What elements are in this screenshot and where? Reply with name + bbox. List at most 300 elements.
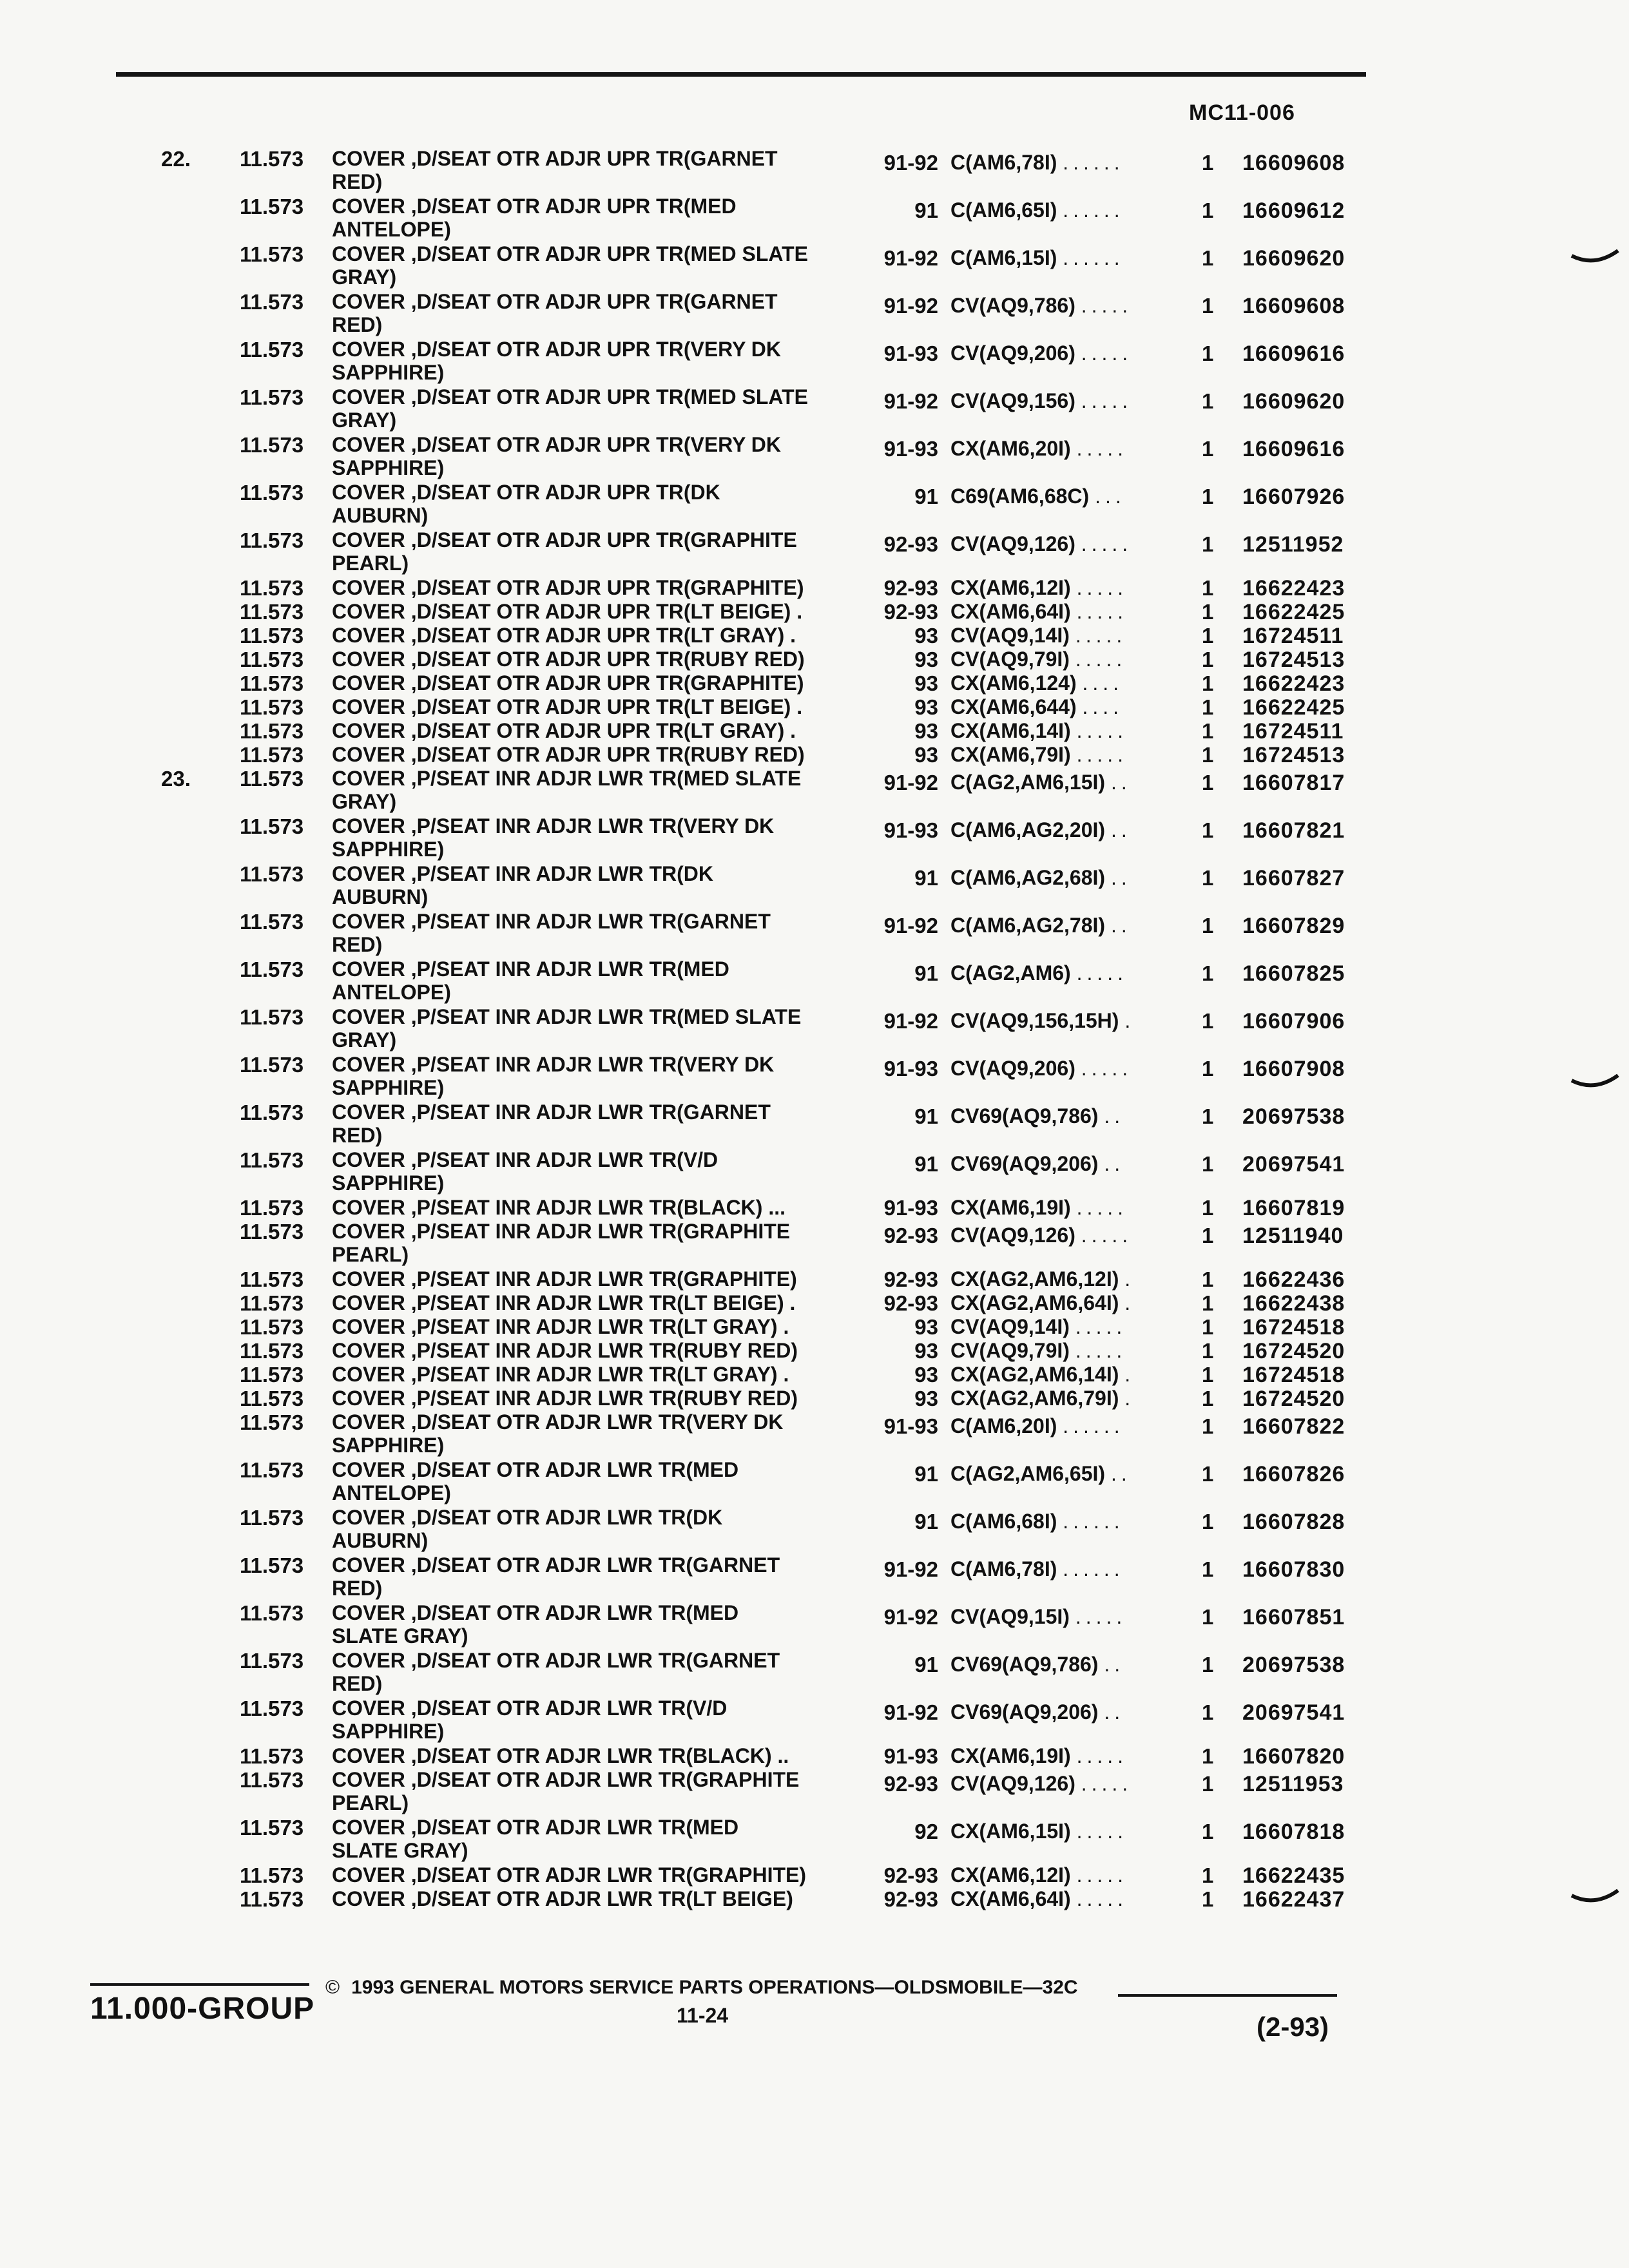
leader-dots: .. bbox=[1104, 1653, 1125, 1676]
option-code-text: CV69(AQ9,786) bbox=[950, 1653, 1099, 1676]
group-number: 11.573 bbox=[240, 1220, 304, 1244]
part-description bbox=[332, 385, 867, 432]
part-description bbox=[332, 1267, 867, 1291]
model-years: 92-93 bbox=[883, 1887, 938, 1911]
group-number: 11.573 bbox=[240, 528, 304, 552]
group-number: 11.573 bbox=[240, 1744, 304, 1768]
part-number: 16622437 bbox=[1242, 1887, 1345, 1912]
part-row bbox=[0, 1410, 1629, 1458]
part-description bbox=[332, 1315, 867, 1338]
part-row bbox=[0, 1267, 1629, 1291]
option-code-text: CX(AG2,AM6,14I) bbox=[950, 1363, 1119, 1386]
group-number: 11.573 bbox=[240, 910, 304, 934]
part-row bbox=[0, 242, 1629, 290]
leader-dots: ..... bbox=[1076, 1196, 1128, 1219]
leader-dots: ...... bbox=[1063, 246, 1124, 269]
option-code bbox=[950, 1339, 1126, 1363]
part-number: 16607822 bbox=[1242, 1414, 1345, 1439]
part-row bbox=[0, 1696, 1629, 1744]
model-years: 91-92 bbox=[883, 389, 938, 413]
quantity: 1 bbox=[1202, 648, 1214, 671]
option-code-text: CV(AQ9,126) bbox=[950, 532, 1075, 555]
model-years: 92 bbox=[914, 1820, 938, 1843]
leader-dots: ..... bbox=[1081, 389, 1133, 412]
description-line: COVER ,D/SEAT OTR ADJR UPR TR(RUBY RED) bbox=[332, 743, 805, 766]
description-line: COVER ,D/SEAT OTR ADJR LWR TR(VERY DK bbox=[332, 1410, 784, 1434]
part-description bbox=[332, 147, 867, 193]
group-number: 11.573 bbox=[240, 1148, 304, 1172]
part-row bbox=[0, 1649, 1629, 1696]
leader-dots: ..... bbox=[1076, 719, 1128, 742]
quantity: 1 bbox=[1202, 1196, 1214, 1220]
description-line: COVER ,D/SEAT OTR ADJR LWR TR(BLACK) .. bbox=[332, 1744, 789, 1767]
quantity: 1 bbox=[1202, 1224, 1214, 1247]
part-row bbox=[0, 1816, 1629, 1863]
description-line: COVER ,P/SEAT INR ADJR LWR TR(LT BEIGE) . bbox=[332, 1291, 796, 1314]
part-number: 16607828 bbox=[1242, 1510, 1345, 1534]
option-code-text: C(AG2,AM6,15I) bbox=[950, 771, 1106, 794]
part-number: 16607906 bbox=[1242, 1009, 1345, 1033]
description-line: RED) bbox=[332, 1577, 383, 1600]
option-code-text: CV(AQ9,14I) bbox=[950, 624, 1070, 647]
quantity: 1 bbox=[1202, 671, 1214, 695]
option-code bbox=[950, 1315, 1126, 1339]
quantity: 1 bbox=[1202, 151, 1214, 175]
option-code bbox=[950, 294, 1132, 318]
leader-dots: . bbox=[1124, 1009, 1135, 1032]
description-line: SAPPHIRE) bbox=[332, 838, 445, 861]
part-description bbox=[332, 957, 867, 1004]
part-row bbox=[0, 624, 1629, 648]
group-number: 11.573 bbox=[240, 576, 304, 600]
leader-dots: ... bbox=[1095, 485, 1126, 508]
description-line: COVER ,D/SEAT OTR ADJR LWR TR(V/D bbox=[332, 1696, 728, 1720]
part-number: 16607819 bbox=[1242, 1196, 1345, 1220]
group-number: 11.573 bbox=[240, 695, 304, 719]
group-number: 11.573 bbox=[240, 1506, 304, 1530]
description-line: COVER ,P/SEAT INR ADJR LWR TR(GRAPHITE) bbox=[332, 1267, 797, 1291]
part-number: 16607829 bbox=[1242, 914, 1345, 938]
part-row bbox=[0, 719, 1629, 743]
part-number: 16622425 bbox=[1242, 695, 1345, 720]
option-code-text: CX(AM6,79I) bbox=[950, 743, 1071, 766]
part-number: 16609608 bbox=[1242, 151, 1345, 175]
quantity: 1 bbox=[1202, 1700, 1214, 1724]
description-line: ANTELOPE) bbox=[332, 1481, 451, 1504]
option-code bbox=[950, 1557, 1124, 1581]
option-code bbox=[950, 1267, 1135, 1291]
description-line: COVER ,D/SEAT OTR ADJR UPR TR(GARNET bbox=[332, 290, 778, 313]
leader-dots: ..... bbox=[1081, 1772, 1133, 1795]
description-line: COVER ,D/SEAT OTR ADJR LWR TR(GARNET bbox=[332, 1553, 780, 1577]
part-description bbox=[332, 1887, 867, 1910]
model-years: 93 bbox=[914, 1363, 938, 1387]
group-number: 11.573 bbox=[240, 767, 304, 791]
part-description bbox=[332, 1553, 867, 1600]
option-code bbox=[950, 1820, 1128, 1843]
option-code bbox=[950, 818, 1132, 842]
group-number: 11.573 bbox=[240, 1553, 304, 1577]
leader-dots: ..... bbox=[1076, 600, 1128, 623]
part-row bbox=[0, 957, 1629, 1005]
group-number: 11.573 bbox=[240, 1387, 304, 1410]
part-description bbox=[332, 814, 867, 861]
top-rule bbox=[116, 72, 1366, 77]
option-code bbox=[950, 1605, 1126, 1629]
group-number: 11.573 bbox=[240, 1100, 304, 1124]
option-code-text: C(AM6,AG2,68I) bbox=[950, 866, 1106, 889]
quantity: 1 bbox=[1202, 719, 1214, 743]
quantity: 1 bbox=[1202, 246, 1214, 270]
description-line: COVER ,D/SEAT OTR ADJR UPR TR(LT BEIGE) . bbox=[332, 695, 803, 718]
description-line: COVER ,P/SEAT INR ADJR LWR TR(VERY DK bbox=[332, 814, 775, 838]
quantity: 1 bbox=[1202, 1339, 1214, 1363]
part-row bbox=[0, 1506, 1629, 1553]
model-years: 91-92 bbox=[883, 246, 938, 270]
model-years: 93 bbox=[914, 671, 938, 695]
description-line: COVER ,D/SEAT OTR ADJR UPR TR(GRAPHITE bbox=[332, 528, 797, 552]
reference-number: 22. bbox=[161, 147, 191, 171]
quantity: 1 bbox=[1202, 1291, 1214, 1315]
footer-page-number: 11-24 bbox=[677, 2004, 729, 2027]
description-line: COVER ,P/SEAT INR ADJR LWR TR(RUBY RED) bbox=[332, 1387, 798, 1410]
part-number: 16724511 bbox=[1242, 719, 1344, 744]
quantity: 1 bbox=[1202, 341, 1214, 365]
description-line: COVER ,D/SEAT OTR ADJR UPR TR(LT BEIGE) . bbox=[332, 600, 803, 623]
part-row bbox=[0, 1601, 1629, 1649]
part-number: 12511940 bbox=[1242, 1224, 1344, 1248]
part-description bbox=[332, 1863, 867, 1887]
option-code bbox=[950, 1700, 1124, 1724]
part-description bbox=[332, 1506, 867, 1552]
model-years: 92-93 bbox=[883, 1863, 938, 1887]
option-code-text: CV(AQ9,206) bbox=[950, 1057, 1075, 1080]
model-years: 91-92 bbox=[883, 1700, 938, 1724]
model-years: 92-93 bbox=[883, 532, 938, 556]
group-number: 11.573 bbox=[240, 1053, 304, 1077]
part-number: 16607830 bbox=[1242, 1557, 1345, 1582]
description-line: PEARL) bbox=[332, 1243, 409, 1266]
option-code bbox=[950, 1387, 1135, 1410]
description-line: SAPPHIRE) bbox=[332, 1076, 445, 1099]
leader-dots: ..... bbox=[1081, 341, 1133, 365]
model-years: 91 bbox=[914, 1104, 938, 1128]
model-years: 91 bbox=[914, 198, 938, 222]
part-row bbox=[0, 576, 1629, 600]
part-number: 16622425 bbox=[1242, 600, 1345, 624]
quantity: 1 bbox=[1202, 1887, 1214, 1911]
description-line: PEARL) bbox=[332, 1791, 409, 1814]
model-years: 93 bbox=[914, 1387, 938, 1410]
leader-dots: ..... bbox=[1076, 1887, 1128, 1910]
part-row bbox=[0, 671, 1629, 695]
part-row bbox=[0, 862, 1629, 910]
part-description bbox=[332, 600, 867, 623]
option-code bbox=[950, 1196, 1128, 1220]
quantity: 1 bbox=[1202, 1267, 1214, 1291]
option-code-text: CX(AG2,AM6,79I) bbox=[950, 1387, 1119, 1410]
part-number: 16724520 bbox=[1242, 1387, 1345, 1411]
group-number: 11.573 bbox=[240, 671, 304, 695]
option-code-text: CX(AM6,19I) bbox=[950, 1196, 1071, 1219]
leader-dots: ...... bbox=[1063, 1414, 1124, 1437]
group-number: 11.573 bbox=[240, 1816, 304, 1840]
group-number: 11.573 bbox=[240, 1005, 304, 1029]
part-description bbox=[332, 767, 867, 813]
leader-dots: .. bbox=[1110, 866, 1132, 889]
part-description bbox=[332, 1148, 867, 1195]
description-line: COVER ,D/SEAT OTR ADJR UPR TR(GRAPHITE) bbox=[332, 576, 804, 599]
group-number: 11.573 bbox=[240, 957, 304, 981]
model-years: 93 bbox=[914, 648, 938, 671]
part-number: 16609620 bbox=[1242, 389, 1345, 414]
option-code-text: CX(AG2,AM6,12I) bbox=[950, 1267, 1119, 1291]
part-row bbox=[0, 1148, 1629, 1196]
copyright-symbol: © bbox=[325, 1977, 340, 1998]
leader-dots: ..... bbox=[1081, 294, 1133, 317]
quantity: 1 bbox=[1202, 771, 1214, 794]
option-code bbox=[950, 1363, 1135, 1387]
leader-dots: ..... bbox=[1081, 1057, 1133, 1080]
model-years: 92-93 bbox=[883, 1291, 938, 1315]
part-number: 20697541 bbox=[1242, 1700, 1345, 1725]
leader-dots: ..... bbox=[1075, 1605, 1127, 1628]
option-code-text: C(AM6,20I) bbox=[950, 1414, 1057, 1437]
option-code-text: CV(AQ9,79I) bbox=[950, 648, 1070, 671]
option-code bbox=[950, 1414, 1124, 1438]
quantity: 1 bbox=[1202, 1462, 1214, 1486]
option-code-text: CV69(AQ9,206) bbox=[950, 1152, 1099, 1175]
part-description bbox=[332, 1100, 867, 1147]
part-description bbox=[332, 743, 867, 766]
description-line: COVER ,D/SEAT OTR ADJR UPR TR(GARNET bbox=[332, 147, 778, 170]
part-row bbox=[0, 338, 1629, 385]
group-number: 11.573 bbox=[240, 1863, 304, 1887]
quantity: 1 bbox=[1202, 389, 1214, 413]
option-code-text: CV69(AQ9,786) bbox=[950, 1104, 1099, 1128]
group-number: 11.573 bbox=[240, 433, 304, 457]
part-row bbox=[0, 1291, 1629, 1315]
quantity: 1 bbox=[1202, 1557, 1214, 1581]
part-row bbox=[0, 1315, 1629, 1339]
model-years: 93 bbox=[914, 719, 938, 743]
part-number: 16609616 bbox=[1242, 437, 1345, 461]
part-number: 16622423 bbox=[1242, 576, 1345, 601]
part-description bbox=[332, 1005, 867, 1052]
part-row bbox=[0, 1887, 1629, 1911]
option-code-text: C(AM6,AG2,20I) bbox=[950, 818, 1106, 841]
part-description bbox=[332, 1744, 867, 1767]
model-years: 91 bbox=[914, 1462, 938, 1486]
part-number: 16724518 bbox=[1242, 1363, 1345, 1387]
part-row bbox=[0, 648, 1629, 671]
description-line: RED) bbox=[332, 313, 383, 336]
option-code bbox=[950, 1009, 1135, 1033]
part-description bbox=[332, 290, 867, 336]
description-line: ANTELOPE) bbox=[332, 981, 451, 1004]
quantity: 1 bbox=[1202, 576, 1214, 600]
part-number: 20697538 bbox=[1242, 1653, 1345, 1677]
quantity: 1 bbox=[1202, 1605, 1214, 1629]
leader-dots: .. bbox=[1110, 1462, 1132, 1485]
group-number: 11.573 bbox=[240, 1315, 304, 1339]
quantity: 1 bbox=[1202, 624, 1214, 648]
part-description bbox=[332, 528, 867, 575]
quantity: 1 bbox=[1202, 1315, 1214, 1339]
option-code bbox=[950, 341, 1132, 365]
part-row bbox=[0, 481, 1629, 528]
group-number: 11.573 bbox=[240, 719, 304, 743]
quantity: 1 bbox=[1202, 743, 1214, 767]
description-line: COVER ,D/SEAT OTR ADJR LWR TR(MED bbox=[332, 1601, 739, 1624]
model-years: 91-93 bbox=[883, 1744, 938, 1768]
description-line: COVER ,D/SEAT OTR ADJR UPR TR(LT GRAY) . bbox=[332, 624, 796, 647]
option-code-text: CX(AM6,19I) bbox=[950, 1744, 1071, 1767]
part-description bbox=[332, 242, 867, 289]
part-description bbox=[332, 1196, 867, 1219]
group-number: 11.573 bbox=[240, 743, 304, 767]
description-line: COVER ,P/SEAT INR ADJR LWR TR(MED SLATE bbox=[332, 1005, 802, 1028]
part-description bbox=[332, 648, 867, 671]
description-line: SAPPHIRE) bbox=[332, 456, 445, 479]
leader-dots: . bbox=[1124, 1363, 1135, 1386]
model-years: 91-93 bbox=[883, 437, 938, 461]
model-years: 91 bbox=[914, 485, 938, 508]
model-years: 91-93 bbox=[883, 818, 938, 842]
option-code-text: CV(AQ9,156,15H) bbox=[950, 1009, 1119, 1032]
leader-dots: ..... bbox=[1076, 437, 1128, 460]
group-number: 11.573 bbox=[240, 1458, 304, 1482]
option-code-text: CV69(AQ9,206) bbox=[950, 1700, 1099, 1724]
group-number: 11.573 bbox=[240, 814, 304, 838]
quantity: 1 bbox=[1202, 1104, 1214, 1128]
quantity: 1 bbox=[1202, 1820, 1214, 1843]
group-number: 11.573 bbox=[240, 1696, 304, 1720]
description-line: COVER ,P/SEAT INR ADJR LWR TR(RUBY RED) bbox=[332, 1339, 798, 1362]
option-code-text: C(AG2,AM6,65I) bbox=[950, 1462, 1106, 1485]
description-line: COVER ,D/SEAT OTR ADJR LWR TR(GRAPHITE bbox=[332, 1768, 800, 1791]
description-line: COVER ,D/SEAT OTR ADJR LWR TR(GRAPHITE) bbox=[332, 1863, 806, 1887]
description-line: PEARL) bbox=[332, 552, 409, 575]
description-line: COVER ,D/SEAT OTR ADJR UPR TR(VERY DK bbox=[332, 338, 781, 361]
description-line: GRAY) bbox=[332, 790, 397, 813]
description-line: RED) bbox=[332, 933, 383, 956]
leader-dots: ..... bbox=[1075, 648, 1127, 671]
option-code-text: C69(AM6,68C) bbox=[950, 485, 1090, 508]
model-years: 91-93 bbox=[883, 341, 938, 365]
option-code-text: CX(AG2,AM6,64I) bbox=[950, 1291, 1119, 1314]
part-number: 16724513 bbox=[1242, 743, 1345, 767]
part-number: 16609608 bbox=[1242, 294, 1345, 318]
group-number: 11.573 bbox=[240, 1601, 304, 1625]
option-code-text: CV(AQ9,156) bbox=[950, 389, 1075, 412]
option-code-text: CX(AM6,20I) bbox=[950, 437, 1071, 460]
part-row bbox=[0, 385, 1629, 433]
part-description bbox=[332, 862, 867, 908]
description-line: AUBURN) bbox=[332, 504, 429, 527]
part-description bbox=[332, 695, 867, 718]
description-line: GRAY) bbox=[332, 408, 397, 432]
part-row bbox=[0, 1196, 1629, 1220]
group-number: 11.573 bbox=[240, 147, 304, 171]
leader-dots: ...... bbox=[1063, 1510, 1124, 1533]
model-years: 92-93 bbox=[883, 576, 938, 600]
leader-dots: ..... bbox=[1081, 1224, 1133, 1247]
option-code-text: C(AM6,78I) bbox=[950, 1557, 1057, 1581]
option-code bbox=[950, 719, 1128, 743]
leader-dots: ..... bbox=[1081, 532, 1133, 555]
leader-dots: ..... bbox=[1075, 624, 1127, 647]
model-years: 93 bbox=[914, 695, 938, 719]
margin-mark bbox=[1569, 1073, 1621, 1092]
quantity: 1 bbox=[1202, 485, 1214, 508]
description-line: COVER ,D/SEAT OTR ADJR UPR TR(GRAPHITE) bbox=[332, 671, 804, 695]
leader-dots: .... bbox=[1082, 671, 1124, 695]
quantity: 1 bbox=[1202, 1009, 1214, 1033]
option-code-text: C(AG2,AM6) bbox=[950, 961, 1071, 985]
leader-dots: .. bbox=[1104, 1104, 1125, 1128]
part-row bbox=[0, 147, 1629, 195]
model-years: 92-93 bbox=[883, 600, 938, 624]
part-row bbox=[0, 1220, 1629, 1267]
option-code bbox=[950, 1224, 1132, 1247]
part-number: 16607827 bbox=[1242, 866, 1345, 890]
option-code bbox=[950, 576, 1128, 600]
model-years: 91-92 bbox=[883, 914, 938, 937]
part-number: 16607926 bbox=[1242, 485, 1345, 509]
option-code bbox=[950, 1291, 1135, 1315]
description-line: ANTELOPE) bbox=[332, 218, 451, 241]
model-years: 91-92 bbox=[883, 294, 938, 318]
option-code bbox=[950, 771, 1132, 794]
model-years: 91-93 bbox=[883, 1414, 938, 1438]
footer-rule-left bbox=[90, 1983, 309, 1986]
part-number: 12511953 bbox=[1242, 1772, 1344, 1796]
part-number: 16609612 bbox=[1242, 198, 1345, 223]
part-description bbox=[332, 671, 867, 695]
part-number: 16607826 bbox=[1242, 1462, 1345, 1486]
part-description bbox=[332, 433, 867, 479]
group-number: 11.573 bbox=[240, 242, 304, 266]
option-code-text: C(AM6,15I) bbox=[950, 246, 1057, 269]
option-code bbox=[950, 1104, 1124, 1128]
part-description bbox=[332, 1339, 867, 1362]
option-code bbox=[950, 1863, 1128, 1887]
part-row bbox=[0, 743, 1629, 767]
quantity: 1 bbox=[1202, 1653, 1214, 1677]
part-row bbox=[0, 433, 1629, 481]
part-description bbox=[332, 1387, 867, 1410]
description-line: COVER ,D/SEAT OTR ADJR UPR TR(VERY DK bbox=[332, 433, 781, 456]
quantity: 1 bbox=[1202, 600, 1214, 624]
footer-copyright bbox=[325, 1977, 1078, 1999]
part-number: 16607825 bbox=[1242, 961, 1345, 986]
group-number: 11.573 bbox=[240, 648, 304, 671]
description-line: AUBURN) bbox=[332, 1529, 429, 1552]
option-code-text: C(AM6,68I) bbox=[950, 1510, 1057, 1533]
model-years: 91-93 bbox=[883, 1196, 938, 1220]
footer-group-label: 11.000-GROUP bbox=[90, 1992, 315, 2026]
quantity: 1 bbox=[1202, 1772, 1214, 1796]
description-line: COVER ,P/SEAT INR ADJR LWR TR(GARNET bbox=[332, 910, 771, 933]
model-years: 91-92 bbox=[883, 1557, 938, 1581]
part-description bbox=[332, 1458, 867, 1504]
margin-mark bbox=[1569, 1888, 1621, 1907]
part-number: 16724513 bbox=[1242, 648, 1345, 672]
part-number: 16607908 bbox=[1242, 1057, 1345, 1081]
quantity: 1 bbox=[1202, 1363, 1214, 1387]
quantity: 1 bbox=[1202, 1414, 1214, 1438]
